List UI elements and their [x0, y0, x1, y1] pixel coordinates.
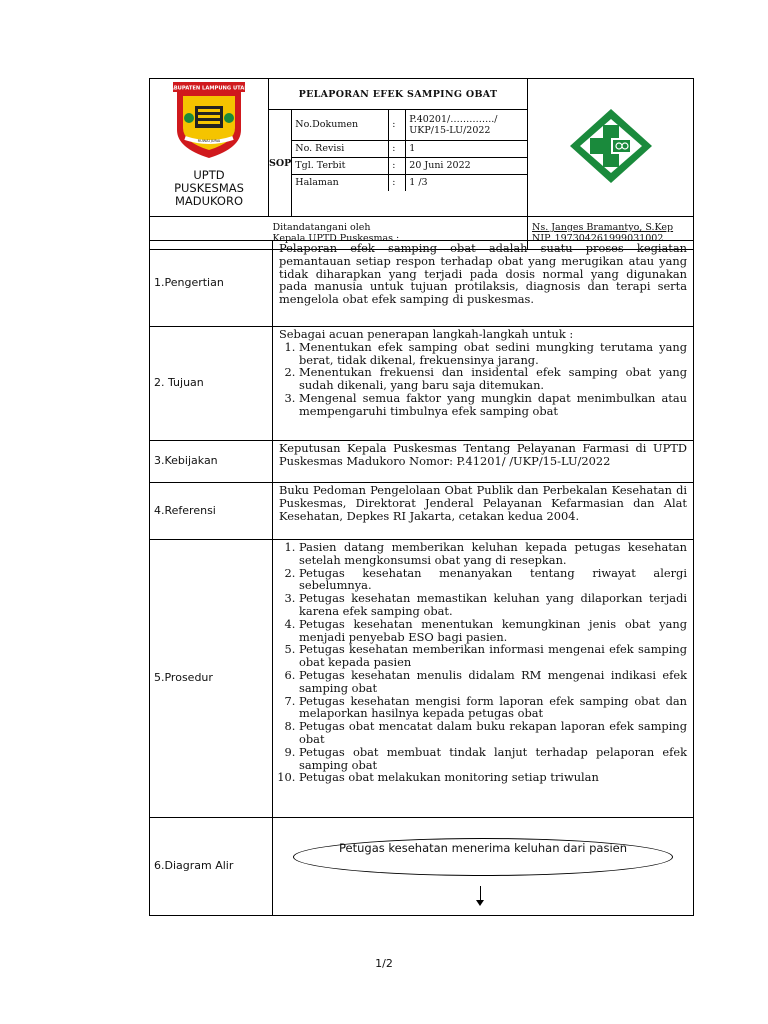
list-item: 3. Mengenal semua faktor yang mungkin dapat menimbulkan atau mempengaruhi timbulnya efek samping obat: [299, 392, 687, 418]
doc-number-value: P.40201/…………../ UKP/15-LU/2022: [406, 110, 527, 140]
content-kebijakan: Keputusan Kepala Puskesmas Tentang Pelayanan Farmasi di UPTD Puskesmas Madukoro Nomor: P.41201/ /UKP/15-LU/2022: [273, 441, 694, 483]
page-label: Halaman: [292, 174, 389, 191]
signer-name: Ns. Janges Bramantyo, S.Kep: [532, 222, 674, 233]
label-diagram: 6.Diagram Alir: [150, 818, 273, 916]
content-pengertian: Pelaporan efek samping obat adalah suatu proses kegiatan pemantauan setiap respon terhadap obat yang merugikan atau yang tidak diharapkan yang terjadi pada dosis normal yang digunakan pada manusia untuk tujuan protilaksis, diagnosis dan terapi serta mengelola obat efek samping di puskesmas.: [273, 241, 694, 327]
signed-line-2: Kepala UPTD Puskesmas :: [272, 233, 400, 244]
row-referensi: [150, 483, 694, 540]
content-tujuan: [273, 327, 694, 441]
row-prosedur: [150, 540, 694, 818]
sop-label: SOP: [269, 110, 292, 217]
label-tujuan: 2. Tujuan: [150, 327, 273, 441]
list-item: 8. Petugas obat mencatat dalam buku rekapan laporan efek samping obat: [299, 720, 687, 746]
org-logo-cell: [150, 79, 269, 217]
revision-value: 1: [406, 140, 527, 157]
revision-label: No. Revisi: [292, 140, 389, 157]
list-item: 2. Petugas kesehatan menanyakan tentang riwayat alergi sebelumnya.: [299, 567, 687, 593]
org-line-2: PUSKESMAS: [174, 181, 244, 195]
doc-number-label: No.Dokumen: [292, 110, 389, 140]
issue-date-sep: :: [389, 157, 406, 174]
list-item: 1. Pasien datang memberikan keluhan kepada petugas kesehatan setelah mengkonsumsi obat yang di resepkan.: [299, 541, 687, 567]
list-item: 4. Petugas kesehatan menentukan kemungkinan jenis obat yang menjadi penyebab ESO bagi pasien.: [299, 618, 687, 644]
list-item: 6. Petugas kesehatan menulis didalam RM mengenai indikasi efek samping obat: [299, 669, 687, 695]
page-number: 1/2: [375, 957, 393, 970]
content-diagram: [273, 818, 694, 916]
lampung-utara-emblem-icon: [169, 82, 249, 160]
label-prosedur: 5.Prosedur: [150, 540, 273, 818]
doc-info-cell: [292, 110, 528, 217]
sop-header: [149, 78, 694, 250]
prosedur-list: [279, 541, 687, 784]
org-name: [150, 169, 268, 208]
list-item: 2. Menentukan frekuensi dan insidental efek samping obat yang sudah dikenali, yang baru saja ditemukan.: [299, 366, 687, 392]
label-referensi: 4.Referensi: [150, 483, 273, 540]
emblem-banner-text: KABUPATEN LAMPUNG UTARA: [169, 85, 249, 92]
signed-line-1: Ditandatangani oleh: [272, 222, 371, 233]
content-prosedur: [273, 540, 694, 818]
list-item: 1. Menentukan efek samping obat sedini mungking terutama yang berat, tidak dikenal, frekuensinya jarang.: [299, 341, 687, 367]
row-tujuan: [150, 327, 694, 441]
arrow-down-icon: [476, 900, 484, 906]
label-pengertian: 1.Pengertian: [150, 241, 273, 327]
document-title: PELAPORAN EFEK SAMPING OBAT: [269, 79, 528, 110]
org-line-3: MADUKORO: [174, 194, 244, 208]
tujuan-intro: Sebagai acuan penerapan langkah-langkah untuk :: [279, 327, 574, 341]
flowchart: [273, 818, 693, 912]
list-item: 10. Petugas obat melakukan monitoring setiap triwulan: [299, 771, 687, 784]
label-kebijakan: 3.Kebijakan: [150, 441, 273, 483]
list-item: 7. Petugas kesehatan mengisi form laporan efek samping obat dan melaporkan hasilnya kepada petugas obat: [299, 695, 687, 721]
signer-nip: NIP. 197304261999031002: [532, 233, 664, 244]
issue-date-label: Tgl. Terbit: [292, 157, 389, 174]
emblem-ribbon-text: RUWAI JURAI: [197, 139, 221, 143]
puskesmas-logo-cell: [528, 79, 694, 217]
page-value: 1 /3: [406, 174, 527, 191]
doc-info-table: [292, 110, 527, 191]
tujuan-list: [279, 341, 687, 418]
content-referensi: Buku Pedoman Pengelolaan Obat Publik dan Perbekalan Kesehatan di Puskesmas, Direktorat Jenderal Pelayanan Kefarmasian dan Alat Kesehatan, Depkes RI Jakarta, cetakan kedua 2004.: [273, 483, 694, 540]
org-line-1: UPTD: [193, 168, 225, 182]
puskesmas-cross-logo-icon: [566, 107, 656, 185]
sop-body-table: [149, 240, 694, 916]
doc-number-sep: :: [389, 110, 406, 140]
row-kebijakan: [150, 441, 694, 483]
row-pengertian: [150, 241, 694, 327]
list-item: 9. Petugas obat membuat tindak lanjut terhadap pelaporan efek samping obat: [299, 746, 687, 772]
page-sep: :: [389, 174, 406, 191]
issue-date-value: 20 Juni 2022: [406, 157, 527, 174]
list-item: 5. Petugas kesehatan memberikan informasi mengenai efek samping obat kepada pasien: [299, 643, 687, 669]
flow-node-start: Petugas kesehatan menerima keluhan dari pasien: [293, 838, 673, 876]
row-diagram: [150, 818, 694, 916]
list-item: 3. Petugas kesehatan memastikan keluhan yang dilaporkan terjadi karena efek samping obat.: [299, 592, 687, 618]
revision-sep: :: [389, 140, 406, 157]
